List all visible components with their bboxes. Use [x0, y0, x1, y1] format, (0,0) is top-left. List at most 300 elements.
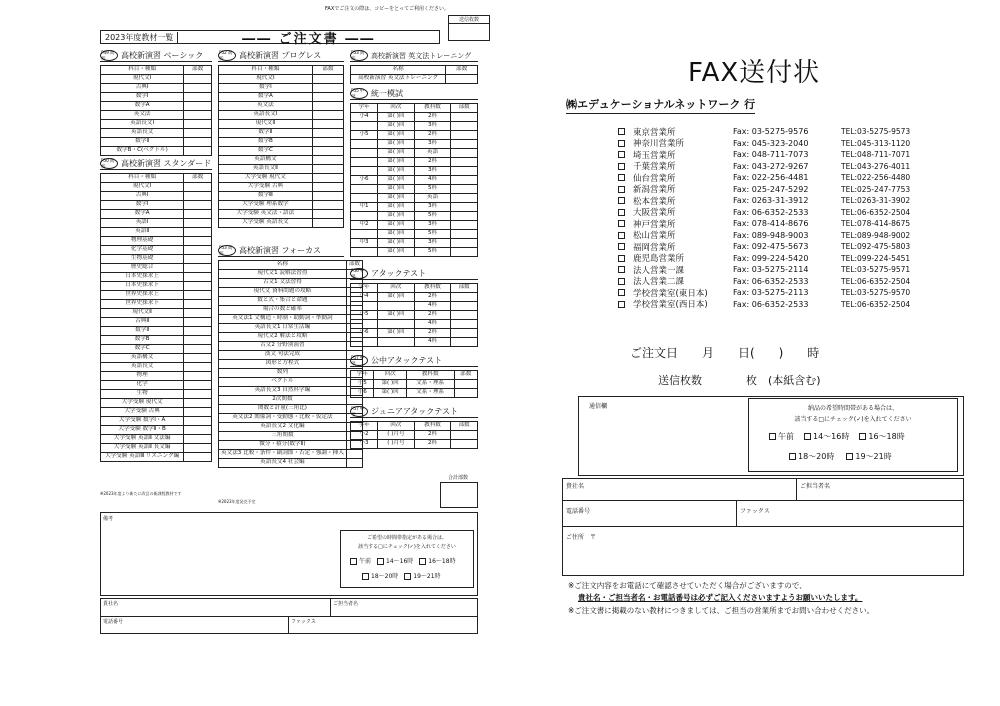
office-checkbox[interactable]: [618, 255, 625, 262]
table-cell: [351, 248, 378, 257]
communication-box[interactable]: 通信欄: [578, 396, 964, 476]
quantity-field[interactable]: [451, 158, 478, 167]
table-cell: 5科: [414, 185, 450, 194]
table-row: [351, 221, 478, 230]
office-checkbox[interactable]: [618, 128, 625, 135]
office-checkbox[interactable]: [618, 266, 625, 273]
table-cell: 第( )回: [374, 389, 406, 398]
table-cell: 3科: [414, 239, 450, 248]
office-checkbox[interactable]: [618, 174, 625, 181]
time-option-18-20[interactable]: 18～20時: [789, 451, 834, 462]
quantity-field[interactable]: [451, 248, 478, 257]
office-name: 学校営業室(東日本): [633, 288, 708, 299]
item-name: 数学B・C(ベクトル): [101, 147, 184, 156]
quantity-field[interactable]: [184, 372, 212, 381]
quantity-field[interactable]: [451, 440, 478, 449]
table-cell: 第( )回: [377, 149, 414, 158]
quantity-field[interactable]: [451, 140, 478, 149]
column-header: 部数: [454, 371, 477, 380]
time-option-morning[interactable]: 午前: [350, 556, 371, 565]
office-name: 福岡営業所: [633, 242, 676, 253]
office-checkbox[interactable]: [618, 243, 625, 250]
quantity-field[interactable]: [312, 84, 343, 93]
quantity-field[interactable]: [451, 293, 478, 302]
item-name: 数学A: [101, 102, 184, 111]
office-row[interactable]: [618, 138, 910, 149]
table-cell: 第( )回: [377, 140, 414, 149]
quantity-field[interactable]: [312, 210, 343, 219]
item-name: 現代文Ⅰ: [219, 75, 313, 84]
table-row: [219, 369, 363, 378]
quantity-field[interactable]: [184, 120, 212, 129]
office-checkbox[interactable]: [618, 289, 625, 296]
copy-note: FAXでご注文の際は、コピーをとってご利用ください。: [325, 6, 449, 12]
recipient-company: ㈱エデュケーショナルネットワーク 行: [566, 96, 755, 114]
quantity-field[interactable]: [184, 399, 212, 408]
item-name: ベクトル: [219, 378, 347, 387]
quantity-field[interactable]: [312, 75, 343, 84]
office-row[interactable]: [618, 161, 910, 172]
item-name: 英語構文: [219, 156, 313, 165]
school-name-field[interactable]: 貴社名: [103, 601, 119, 607]
quantity-field[interactable]: [184, 183, 212, 192]
table-cell: 小5: [351, 380, 374, 389]
quantity-field[interactable]: [312, 120, 343, 129]
item-name: 数学C: [219, 147, 313, 156]
table-cell: 英語: [414, 194, 450, 203]
table-cell: 4科: [414, 302, 450, 311]
table-row: [219, 75, 344, 84]
table-row: [101, 345, 212, 354]
office-fax: Fax: 043-272-9267: [733, 161, 809, 171]
quantity-field[interactable]: [312, 192, 343, 201]
item-name: 数学C: [101, 345, 184, 354]
table-cell: 第( )回: [377, 167, 414, 176]
table-cell: 第( )回: [377, 158, 414, 167]
office-fax: Fax: 025-247-5292: [733, 184, 809, 194]
table-cell: 2科: [414, 158, 450, 167]
quantity-field[interactable]: [451, 221, 478, 230]
quantity-field[interactable]: [184, 417, 212, 426]
quantity-field[interactable]: [454, 380, 477, 389]
office-tel: TEL:06-6352-2504: [841, 276, 911, 286]
quantity-field[interactable]: [451, 329, 478, 338]
quantity-field[interactable]: [451, 194, 478, 203]
quantity-field[interactable]: [312, 111, 343, 120]
quantity-field[interactable]: [184, 138, 212, 147]
quantity-field[interactable]: [184, 147, 212, 156]
table-cell: [351, 167, 378, 176]
office-tel: TEL:099-224-5451: [841, 253, 911, 263]
quantity-field[interactable]: [184, 219, 212, 228]
item-name: 場合の数と確率: [219, 306, 347, 315]
office-row[interactable]: [618, 172, 910, 183]
office-row[interactable]: [618, 126, 910, 137]
table-row: [219, 129, 344, 138]
office-row[interactable]: [618, 184, 910, 195]
table-row: [101, 399, 212, 408]
fax-field[interactable]: ファックス: [291, 619, 316, 625]
quantity-field[interactable]: [451, 239, 478, 248]
note-line-3: ※ご注文書に掲載のない教材につきましては、ご担当の営業所までお問い合わせください。: [568, 606, 875, 615]
fax-title: FAX送付状: [688, 58, 821, 88]
office-checkbox[interactable]: [618, 197, 625, 204]
item-name: 英文法3 比較・条件・副詞節・否定・強調・挿入: [219, 450, 347, 459]
quantity-field[interactable]: [184, 255, 212, 264]
table-row: [351, 248, 478, 257]
time-option-19-21[interactable]: 19～21時: [846, 451, 891, 462]
table-cell: 2科: [414, 329, 450, 338]
table-row: [351, 293, 478, 302]
table-row: [351, 131, 478, 140]
quantity-field[interactable]: [184, 381, 212, 390]
quantity-field[interactable]: [451, 176, 478, 185]
quantity-field[interactable]: [184, 93, 212, 102]
quantity-field[interactable]: [184, 336, 212, 345]
quantity-field[interactable]: [451, 320, 478, 329]
office-name: 法人営業一課: [633, 265, 685, 276]
table-cell: 第( )回: [377, 194, 414, 203]
quantity-field[interactable]: [346, 450, 362, 459]
table-cell: 3科: [414, 167, 450, 176]
office-checkbox[interactable]: [618, 278, 625, 285]
quantity-field[interactable]: [184, 237, 212, 246]
quantity-field[interactable]: [184, 102, 212, 111]
office-fax: Fax: 089-948-9003: [733, 230, 809, 240]
table-cell: 第( )回: [377, 122, 414, 131]
table-progress: [218, 65, 344, 228]
quantity-field[interactable]: [184, 426, 212, 435]
table-cell: 2科: [414, 311, 450, 320]
item-name: 歴史総合: [101, 264, 184, 273]
time-option-14-16[interactable]: 14～16時: [377, 556, 413, 565]
table-row: [219, 288, 363, 297]
section-mock-header: P55 中学 統一模試: [350, 88, 478, 100]
item-name: 古文2 分野別演習: [219, 342, 347, 351]
office-tel: TEL:092-475-5803: [841, 242, 911, 251]
office-name: 松本営業所: [633, 196, 676, 207]
table-row: [219, 147, 344, 156]
quantity-field[interactable]: [184, 273, 212, 282]
office-row[interactable]: [618, 253, 910, 264]
quantity-field[interactable]: [184, 300, 212, 309]
table-row: [101, 372, 212, 381]
table-row: [101, 363, 212, 372]
column-header: 部数: [451, 284, 478, 293]
quantity-field[interactable]: [184, 345, 212, 354]
table-cell: [351, 185, 378, 194]
contact-name-field[interactable]: ご担当者名: [800, 483, 831, 490]
table-junior: [350, 421, 478, 449]
item-name: 英語長文3 自然科学編: [219, 387, 347, 396]
office-row[interactable]: [618, 241, 910, 252]
item-name: 世界史探求上: [101, 291, 184, 300]
quantity-field[interactable]: [184, 111, 212, 120]
quantity-field[interactable]: [454, 389, 477, 398]
office-row[interactable]: [618, 287, 910, 298]
quantity-field[interactable]: [312, 93, 343, 102]
table-cell: 4科: [414, 320, 450, 329]
office-fax: Fax: 06-6352-2533: [733, 299, 809, 309]
order-date[interactable]: ご注文日 月 日( ) 時: [630, 346, 820, 360]
column-header: 学年: [351, 284, 378, 293]
office-checkbox[interactable]: [618, 301, 625, 308]
quantity-field[interactable]: [312, 201, 343, 210]
phone-field[interactable]: 電話番号: [566, 508, 591, 515]
table-cell: ( )月号: [377, 440, 414, 449]
column-header: 教科数: [414, 104, 450, 113]
table-cell: 第( )回: [377, 248, 414, 257]
time-option-16-18[interactable]: 16～18時: [859, 431, 904, 442]
time-option-14-16[interactable]: 14～16時: [804, 431, 849, 442]
table-row: [219, 192, 344, 201]
table-row: [351, 230, 478, 239]
office-tel: TEL:043-276-4011: [841, 161, 911, 171]
quantity-field[interactable]: [184, 84, 212, 93]
table-cell: 小4: [351, 293, 378, 302]
table-cell: 4科: [414, 176, 450, 185]
table-cell: 第( )回: [377, 221, 414, 230]
quantity-field[interactable]: [184, 309, 212, 318]
office-name: 神奈川営業所: [633, 139, 685, 149]
quantity-field[interactable]: [451, 113, 478, 122]
quantity-field[interactable]: [451, 431, 478, 440]
quantity-field[interactable]: [451, 131, 478, 140]
quantity-field[interactable]: [451, 122, 478, 131]
quantity-field[interactable]: [312, 156, 343, 165]
phone-field[interactable]: 電話番号: [103, 619, 124, 625]
total-count-field[interactable]: [440, 482, 478, 508]
quantity-field[interactable]: [451, 230, 478, 239]
quantity-field[interactable]: [184, 75, 212, 84]
quantity-field[interactable]: [184, 210, 212, 219]
item-name: 日本史探求上: [101, 273, 184, 282]
column-header: 回次: [377, 104, 414, 113]
table-row: [219, 93, 344, 102]
column-header: 部数: [184, 66, 212, 75]
fax-field[interactable]: ファックス: [740, 508, 770, 515]
quantity-field[interactable]: [184, 444, 212, 453]
office-row[interactable]: [618, 218, 910, 229]
table-attack: [350, 283, 478, 347]
table-row: [351, 75, 478, 84]
office-checkbox[interactable]: [618, 186, 625, 193]
item-name: 古文1 文法習得: [219, 279, 347, 288]
quantity-field[interactable]: [312, 129, 343, 138]
table-row: [101, 435, 212, 444]
contact-name-field[interactable]: ご担当者名: [333, 601, 359, 607]
item-name: 数学B: [219, 138, 313, 147]
quantity-field[interactable]: [346, 459, 362, 468]
quantity-field[interactable]: [184, 192, 212, 201]
quantity-field[interactable]: [451, 212, 478, 221]
item-name: 英語長文4 社会編: [219, 459, 347, 468]
quantity-field[interactable]: [184, 201, 212, 210]
table-row: [219, 423, 363, 432]
quantity-field[interactable]: [312, 102, 343, 111]
table-row: [219, 219, 344, 228]
column-header: 回次: [377, 422, 414, 431]
quantity-field[interactable]: [451, 167, 478, 176]
order-title: ―― ご注文書 ――: [242, 31, 376, 47]
section-progress-header: P52 高校 高校新演習 プログレス: [218, 50, 344, 62]
item-name: 数学A: [219, 93, 313, 102]
table-cell: [351, 194, 378, 203]
note-line-2: 貴社名・ご担当者名・お電話番号は必ずご記入くださいますようお願いいたします。: [578, 593, 863, 602]
table-cell: 第( )回: [377, 239, 414, 248]
table-row: [219, 156, 344, 165]
quantity-field[interactable]: [184, 390, 212, 399]
item-name: 大学受験 理系数学: [219, 201, 313, 210]
item-name: 現代文Ⅰ: [101, 75, 184, 84]
time-option-19-21[interactable]: 19～21時: [404, 571, 440, 580]
time-option-16-18[interactable]: 16～18時: [419, 556, 455, 565]
quantity-field[interactable]: [184, 291, 212, 300]
table-cell: [377, 302, 414, 311]
quantity-field[interactable]: [312, 165, 343, 174]
quantity-field[interactable]: [312, 183, 343, 192]
table-row: [219, 414, 363, 423]
table-row: [101, 129, 212, 138]
table-row: [351, 239, 478, 248]
table-row: [101, 327, 212, 336]
table-cell: 第( )回: [377, 185, 414, 194]
table-cell: 第( )回: [377, 131, 414, 140]
table-cell: 第( )回: [377, 203, 414, 212]
table-row: [351, 176, 478, 185]
item-name: 英文法2 関係詞・受動態・比較・仮定法: [219, 414, 347, 423]
office-fax: Fax: 045-323-2040: [733, 138, 809, 148]
item-name: 英語Ⅰ: [101, 219, 184, 228]
item-name: 数学Ⅱ: [101, 138, 184, 147]
table-row: [101, 111, 212, 120]
table-row: [351, 389, 478, 398]
school-name-field[interactable]: 貴社名: [566, 483, 585, 490]
table-cell: 小4: [351, 113, 378, 122]
quantity-field[interactable]: [184, 435, 212, 444]
quantity-field[interactable]: [184, 408, 212, 417]
table-row: [101, 417, 212, 426]
quantity-field[interactable]: [184, 228, 212, 237]
office-name: 埼玉営業所: [633, 150, 676, 161]
office-checkbox[interactable]: [618, 209, 625, 216]
table-cell: 小3: [351, 440, 378, 449]
quantity-field[interactable]: [451, 338, 478, 347]
office-fax: Fax: 06-6352-2533: [733, 276, 809, 286]
quantity-field[interactable]: [451, 203, 478, 212]
time-option-morning[interactable]: 午前: [769, 431, 794, 442]
office-checkbox[interactable]: [618, 151, 625, 158]
quantity-field[interactable]: [446, 75, 478, 84]
table-row: [101, 237, 212, 246]
column-header: 部数: [346, 261, 362, 270]
quantity-field[interactable]: [451, 302, 478, 311]
sheet-count[interactable]: 送信枚数 枚 (本紙含む): [658, 374, 821, 387]
office-row[interactable]: [618, 149, 910, 160]
table-row: [219, 270, 363, 279]
table-row: [101, 138, 212, 147]
item-name: 英文法1 文構造・時制・助動詞・準動詞: [219, 315, 347, 324]
office-row[interactable]: [618, 195, 910, 206]
remarks-box[interactable]: 備考: [100, 512, 478, 596]
quantity-field[interactable]: [451, 149, 478, 158]
office-row[interactable]: [618, 276, 910, 287]
table-row: [101, 300, 212, 309]
page-badge: P49 高校: [100, 50, 118, 61]
office-row[interactable]: [618, 207, 910, 218]
item-name: 古典Ⅰ: [101, 192, 184, 201]
quantity-field[interactable]: [184, 282, 212, 291]
item-name: 物理基礎: [101, 237, 184, 246]
table-cell: 小5: [351, 311, 378, 320]
quantity-field[interactable]: [184, 264, 212, 273]
table-cell: [351, 158, 378, 167]
office-fax: Fax: 078-414-8676: [733, 219, 809, 228]
column-header: 教科数: [414, 284, 450, 293]
fax-cover-page: [500, 0, 1000, 706]
quantity-field[interactable]: [312, 138, 343, 147]
table-row: [219, 138, 344, 147]
section-attack-header: P56 中学 アタックテスト: [350, 268, 478, 280]
quantity-field[interactable]: [184, 246, 212, 255]
office-row[interactable]: [618, 230, 910, 241]
office-name: 鹿児島営業所: [633, 254, 685, 264]
office-tel: TEL:022-256-4480: [841, 173, 911, 182]
table-row: [351, 122, 478, 131]
table-cell: 2科: [414, 113, 450, 122]
table-row: [351, 302, 478, 311]
table-row: [101, 219, 212, 228]
standard-footnote: ※2023年度より新たに改訂の新課程教材です: [100, 491, 182, 496]
quantity-field[interactable]: [451, 185, 478, 194]
table-row: [101, 291, 212, 300]
office-name: 松山営業所: [633, 231, 676, 241]
table-row: [101, 228, 212, 237]
sheet-count-stamp[interactable]: 送信枚数: [448, 15, 490, 41]
office-checkbox[interactable]: [618, 140, 625, 147]
quantity-field[interactable]: [184, 327, 212, 336]
customer-form: [562, 478, 964, 576]
office-checkbox[interactable]: [618, 163, 625, 170]
office-row[interactable]: [618, 264, 910, 275]
quantity-field[interactable]: [184, 363, 212, 372]
table-row: [351, 167, 478, 176]
column-header: 学年: [351, 422, 378, 431]
table-row: [101, 84, 212, 93]
table-row: [219, 324, 363, 333]
quantity-field[interactable]: [312, 174, 343, 183]
table-focus: [218, 260, 363, 468]
title-bar: [100, 30, 440, 47]
office-checkbox[interactable]: [618, 232, 625, 239]
quantity-field[interactable]: [312, 219, 343, 228]
time-option-18-20[interactable]: 18～20時: [362, 571, 398, 580]
quantity-field[interactable]: [184, 453, 212, 462]
quantity-field[interactable]: [312, 147, 343, 156]
office-row[interactable]: [618, 299, 910, 310]
quantity-field[interactable]: [184, 129, 212, 138]
table-row: [351, 329, 478, 338]
item-name: 日本史探求下: [101, 282, 184, 291]
column-header: 部数: [446, 66, 478, 75]
item-name: 関数と計量(三角比): [219, 405, 347, 414]
quantity-field[interactable]: [184, 318, 212, 327]
quantity-field[interactable]: [184, 354, 212, 363]
quantity-field[interactable]: [451, 311, 478, 320]
address-field[interactable]: ご住所 〒: [566, 534, 597, 541]
office-checkbox[interactable]: [618, 220, 625, 227]
table-cell: 英語: [414, 149, 450, 158]
